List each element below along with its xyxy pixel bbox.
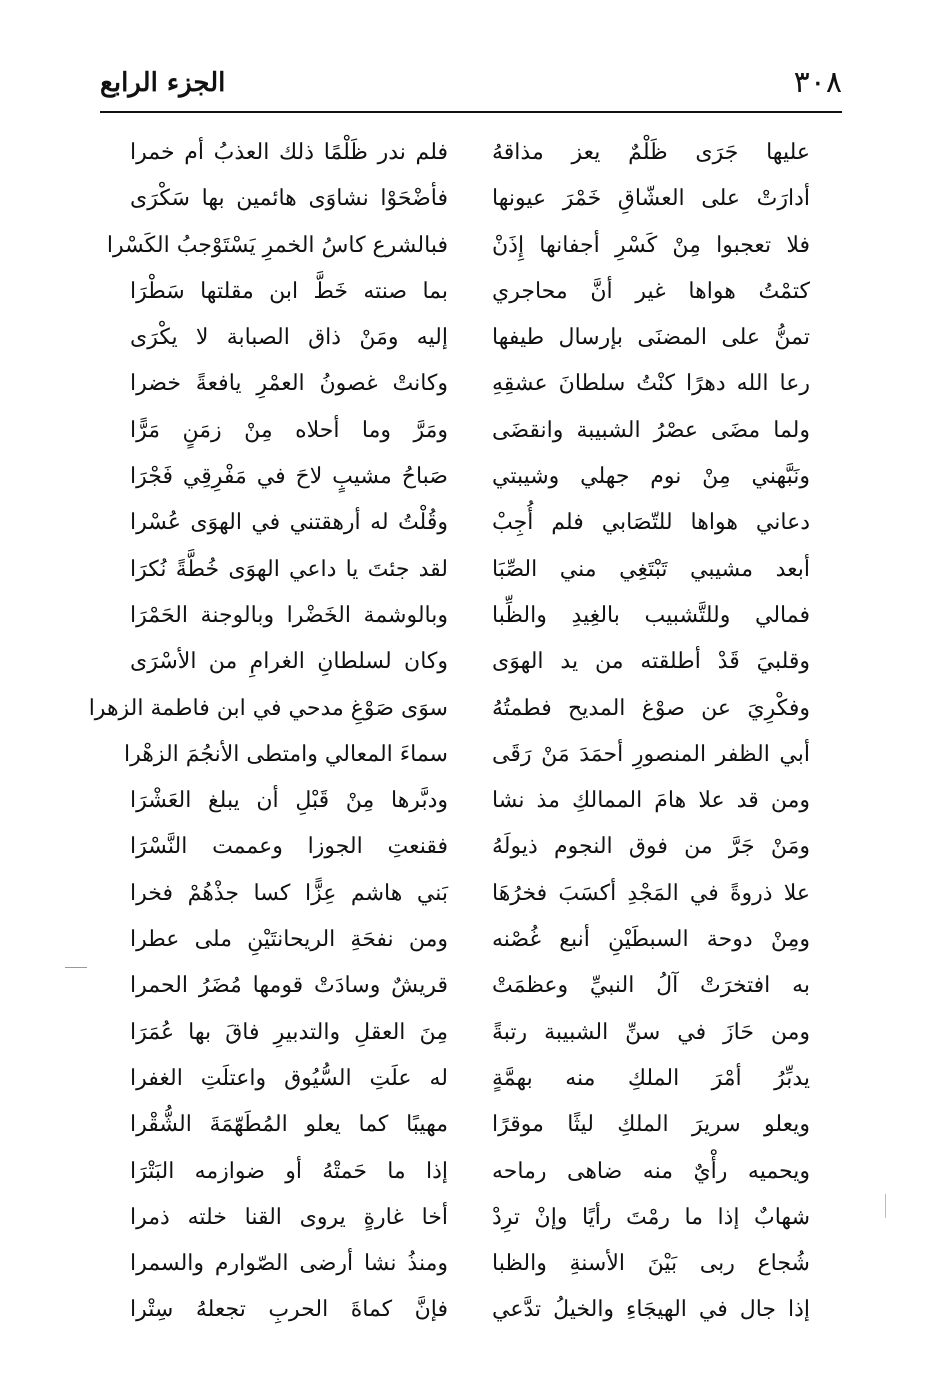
- verse-line: سوَى صَوْغِ مدحي في ابن فاطمة الزهرا: [88, 695, 448, 721]
- verse-line: شُجاع ربى بَيْنَ الأسنةِ والظبا: [492, 1251, 810, 1277]
- verse-line: ويعلو سريرَ الملكِ ليثًا موقرًا: [492, 1112, 810, 1138]
- verse-line: ودبَّرها مِنْ قَبْلِ أن يبلغ العَشْرَا: [130, 788, 448, 814]
- verse-line: لقد جئتَ يا داعي الهوَى خُطَّةً نُكرَا: [130, 556, 448, 582]
- verse-line: فمالي وللتَّشبيب بالغِيدِ والظِّبا: [492, 602, 810, 628]
- verse-line: مِنَ العقلِ والتدبيرِ فاقَ بها عُمَرَا: [130, 1019, 448, 1045]
- verse-line: ومنذُ نشا أرضى الصّوارم والسمرا: [130, 1251, 448, 1277]
- verse-line: ولما مضَى عصْرُ الشبيبة وانقضَى: [492, 417, 810, 443]
- header-rule: [100, 111, 842, 113]
- verse-line: ومن قد علا هامَ الممالكِ مذ نشا: [492, 788, 810, 814]
- verse-line: فأضْحَوْا نشاوَى هائمين بها سَكْرَى: [130, 186, 448, 212]
- margin-mark: [65, 967, 87, 968]
- verse-line: به افتخرَتْ آلُ النبيِّ وعظمَتْ: [492, 973, 810, 999]
- margin-mark: [885, 1194, 886, 1218]
- verse-line: أبعد مشيبي تَبْتَغِي مني الصِّبَا: [492, 556, 810, 582]
- verse-line: دعاني هواها للتّصَابي فلم أُجِبْ: [492, 510, 810, 536]
- verse-line: يدبِّرُ أمْرَ الملكِ منه بهمَّةٍ: [492, 1065, 810, 1091]
- verse-line: ونَبَّهني مِنْ نوم جهلي وشيبتي: [492, 464, 810, 490]
- part-title: الجزء الرابع: [100, 68, 226, 98]
- verse-line: أبي الظفر المنصورِ أحمَدَ مَنْ رَقَى: [492, 741, 810, 767]
- verse-line: شهابٌ إذا ما رمْتَ رأيًا وإنْ ترِدْ: [492, 1204, 810, 1230]
- verse-line: تمنُّ على المضنَى بإرسال طيفها: [492, 325, 810, 351]
- page-number: ٣٠٨: [793, 65, 842, 100]
- second-hemistich-column: [88, 130, 448, 1334]
- verse-line: إذا ما حَمتْهُ أو ضوازمه البَتْرَا: [130, 1158, 448, 1184]
- verse-line: بما صنته خَطَّ ابن مقلتها سَطْرَا: [130, 278, 448, 304]
- verse-line: سماءَ المعالي وامتطى الأنجُمَ الزهْرا: [123, 741, 448, 767]
- verse-line: رعا الله دهرًا كنْتُ سلطانَ عشقِهِ: [492, 371, 810, 397]
- verse-line: علا ذروةً في المَجْدِ أكسَبَ فخرُهَا: [492, 880, 810, 906]
- verse-line: وقلبيَ قَدْ أطلقته من يد الهوَى: [492, 649, 810, 675]
- verse-line: ومن حَازَ في سنِّ الشبيبة رتبةً: [492, 1019, 810, 1045]
- verse-line: ومَنْ جَرَّ من فوق النجوم ذيولَهُ: [492, 834, 810, 860]
- verse-line: وكان لسلطانِ الغرامِ من الأسْرَى: [130, 649, 448, 675]
- verse-line: وقُلْتُ له أرهقتني في الهوَى عُسْرا: [130, 510, 448, 536]
- verse-line: أخا غارةٍ يروى القنا خلته ذمرا: [130, 1204, 448, 1230]
- verse-line: فقنعتِ الجوزا وعممت النَّسْرَا: [130, 834, 448, 860]
- verse-line: وكانتْ غصونُ العمْرِ يافعةً خضرا: [130, 371, 448, 397]
- verse-line: كتمْتُ هواها غير أنَّ محاجري: [492, 278, 810, 304]
- verse-line: إذا جال في الهيجَاءِ والخيلُ تدَّعي: [492, 1297, 810, 1323]
- verse-line: ومِنْ دوحة السبطَيْنِ أنبع غُصْنه: [492, 927, 810, 953]
- verse-line: ومن نفحَةِ الريحانتَيْنِ ملى عطرا: [130, 927, 448, 953]
- first-hemistich-column: [492, 130, 810, 1334]
- verse-line: مهيبًا كما يعلو المُطَهّمَةَ الشُّقْرا: [130, 1112, 448, 1138]
- verse-line: فبالشرع كاسُ الخمرِ يَسْتَوْجبُ الكَسْرا: [106, 232, 448, 258]
- verse-line: بَني هاشم عِزًّا كسا جذْهُمْ فخرا: [130, 880, 448, 906]
- verse-line: عليها جَرَى ظَلْمٌ يعز مذاقهُ: [492, 140, 810, 165]
- verse-line: وبالوشمة الخَضْرا وبالوجنة الحَمْرَا: [130, 602, 448, 628]
- verse-line: فإنَّ كماةَ الحربِ تجعلهُ سِتْرا: [130, 1297, 448, 1323]
- verse-line: قريشٌ وسادَتْ قومها مُضَرُ الحمرا: [130, 973, 448, 999]
- page-header: [100, 64, 842, 102]
- verse-line: وفكْرِيَ عن صوْغ المديح فطمتُهُ: [492, 695, 810, 721]
- verse-line: أدارَتْ على العشّاقِ خَمْرَ عيونها: [492, 186, 810, 212]
- verse-line: صَباحُ مشيبٍ لاحَ في مَفْرِقِي فَجْرَا: [130, 464, 448, 490]
- verse-line: ويحميه رأْيٌ منه ضاهى رماحه: [492, 1158, 810, 1184]
- verse-line: له علَتِ السُّيُوق واعتلَتِ الغفرا: [130, 1065, 448, 1091]
- verse-line: إليه ومَنْ ذاق الصبابة لا يكْرَى: [130, 325, 448, 351]
- verse-line: فلم ندر ظَلْمًا ذلك العذبُ أم خمرا: [130, 140, 448, 165]
- verse-line: فلا تعجبوا مِنْ كَسْرِ أجفانها إِذَنْ: [492, 232, 810, 258]
- verse-line: ومَرَّ وما أحلاه مِنْ زمَنٍ مَرًّا: [130, 417, 448, 443]
